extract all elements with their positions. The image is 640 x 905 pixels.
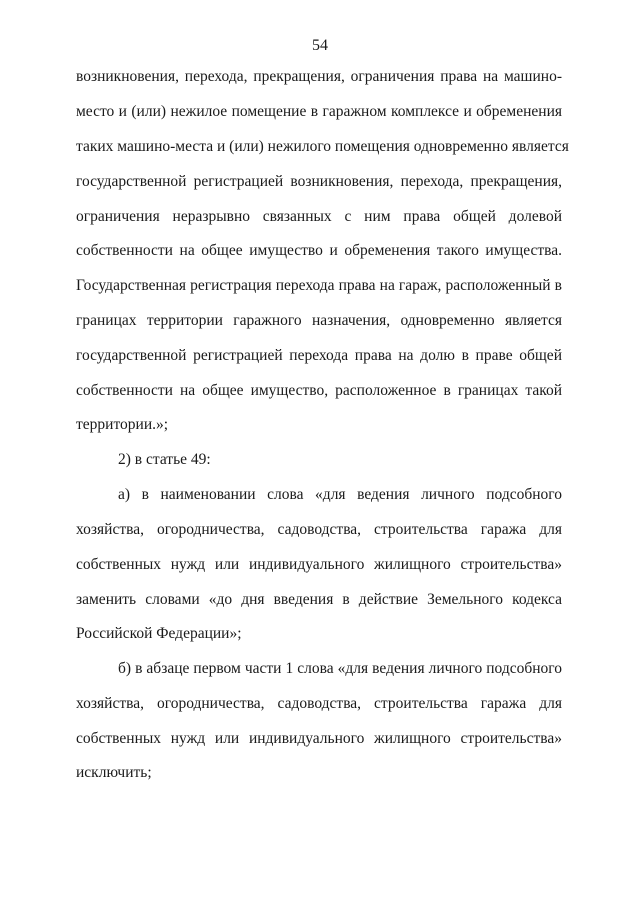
text-line: таких машино-места и (или) нежилого помещения одновременно является [76,138,569,155]
text-line: 2) в статье 49: [118,451,211,468]
text-line: собственности на общее имущество, расположенное в границах такой [76,382,562,399]
text-line: место и (или) нежилое помещение в гаражном комплексе и обременения [76,103,562,120]
text-line: хозяйства, огородничества, садоводства, строительства гаража для [76,521,562,538]
text-line: границах территории гаражного назначения, одновременно является [76,312,562,329]
text-line: хозяйства, огородничества, садоводства, строительства гаража для [76,695,562,712]
text-line: возникновения, перехода, прекращения, ограничения права на машино- [76,68,562,85]
text-line: б) в абзаце первом части 1 слова «для ведения личного подсобного [118,660,562,677]
text-line: государственной регистрацией возникновения, перехода, прекращения, [76,173,562,190]
text-line: Государственная регистрация перехода права на гараж, расположенный в [76,277,562,294]
text-line: территории.»; [76,416,169,433]
text-line: Российской Федерации»; [76,625,242,642]
text-line: собственных нужд или индивидуального жилищного строительства» [76,730,562,747]
text-line: заменить словами «до дня введения в действие Земельного кодекса [76,591,562,608]
text-line: собственности на общее имущество и обременения такого имущества. [76,242,562,259]
text-line: ограничения неразрывно связанных с ним права общей долевой [76,208,562,225]
text-line: государственной регистрацией перехода права на долю в праве общей [76,347,562,364]
page-number: 54 [312,37,328,54]
text-line: а) в наименовании слова «для ведения личного подсобного [118,486,562,503]
text-line: исключить; [76,764,152,781]
text-line: собственных нужд или индивидуального жилищного строительства» [76,556,562,573]
